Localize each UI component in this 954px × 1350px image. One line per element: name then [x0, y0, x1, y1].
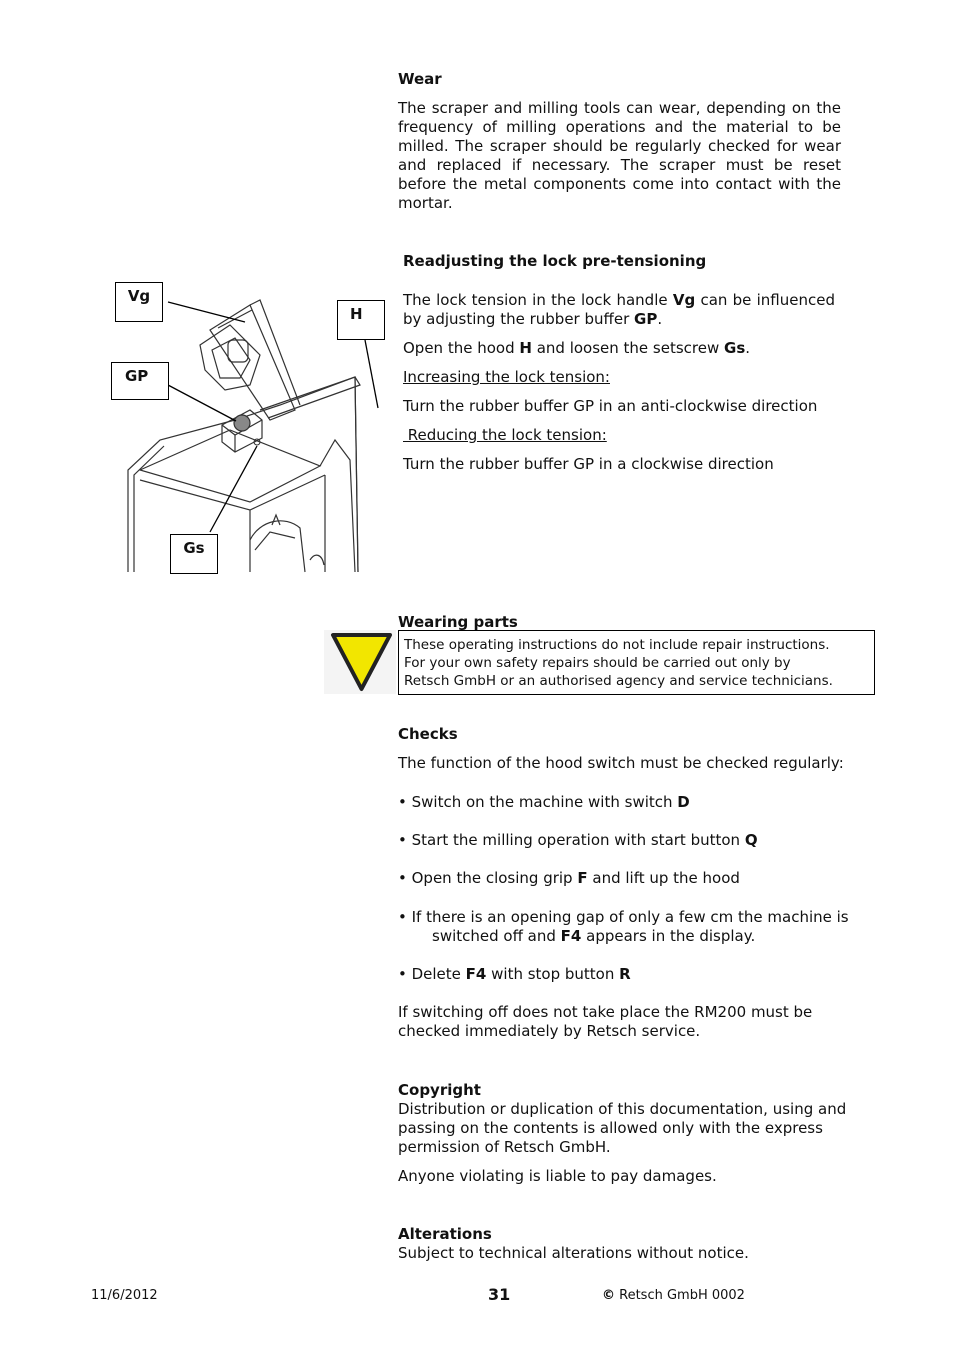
warning-triangle-icon — [324, 630, 396, 694]
reducing-label: Reducing the lock tension: — [403, 426, 607, 444]
warning-line-3: Retsch GmbH or an authorised agency and service technicians. — [404, 673, 833, 689]
checks-intro: The function of the hood switch must be checked regularly: — [398, 754, 844, 772]
increasing-label: Increasing the lock tension: — [403, 368, 610, 386]
lock-figure — [100, 270, 400, 580]
checks-bullet-2: • Start the milling operation with start button Q — [398, 831, 758, 849]
lock-section — [403, 252, 835, 474]
alterations-section — [398, 1225, 848, 1263]
warning-line-1: These operating instructions do not include repair instructions. — [404, 637, 830, 653]
label-gp: GP — [111, 362, 169, 400]
checks-bullet-5: • Delete F4 with stop button R — [398, 965, 631, 983]
checks-outro: If switching off does not take place the RM200 must be checked immediately by Retsch service. — [398, 1003, 813, 1040]
alterations-text: Subject to technical alterations without notice. — [398, 1244, 749, 1262]
rubber-buffer-shape — [234, 415, 250, 431]
copyright-section — [398, 1081, 848, 1186]
wear-section — [398, 70, 841, 213]
lock-paragraph-1: The lock tension in the lock handle Vg can be influenced by adjusting the rubber buffer GP. — [403, 291, 835, 328]
wear-text: The scraper and milling tools can wear, depending on the frequency of milling operations and the material to be milled. The scraper should be regularly checked for wear and replaced if necessary. The scraper must be reset before the metal components come into contact with the mortar. — [398, 99, 841, 212]
checks-bullet-3: • Open the closing grip F and lift up the hood — [398, 869, 740, 887]
checks-bullet-1: • Switch on the machine with switch D — [398, 793, 690, 811]
warning-line-2: For your own safety repairs should be carried out only by — [404, 655, 791, 671]
label-vg: Vg — [115, 282, 163, 322]
copyright-icon: © — [602, 1288, 615, 1303]
checks-bullet-4: • If there is an opening gap of only a few cm the machine is — [398, 908, 849, 926]
increasing-text: Turn the rubber buffer GP in an anti-clockwise direction — [403, 397, 818, 415]
label-gs: Gs — [170, 534, 218, 574]
lock-paragraph-2: Open the hood H and loosen the setscrew Gs. — [403, 339, 751, 357]
copyright-text: Distribution or duplication of this documentation, using and passing on the contents is allowed only with the express permission of Retsch GmbH. — [398, 1100, 847, 1156]
footer-date: 11/6/2012 — [91, 1288, 158, 1303]
wearing-heading: Wearing parts — [398, 613, 518, 631]
warning-box — [398, 630, 875, 695]
footer-copyright: © Retsch GmbH 0002 — [602, 1288, 745, 1303]
warning-icon — [324, 630, 396, 694]
checks-heading: Checks — [398, 725, 458, 743]
label-h: H — [337, 300, 385, 340]
checks-bullet-4-cont: switched off and F4 appears in the display. — [432, 927, 756, 945]
footer-page-number: 31 — [488, 1285, 511, 1304]
wear-heading: Wear — [398, 70, 442, 88]
lock-heading: Readjusting the lock pre-tensioning — [403, 252, 707, 270]
alterations-heading: Alterations — [398, 1225, 492, 1243]
checks-section — [398, 725, 898, 1041]
reducing-text: Turn the rubber buffer GP in a clockwise direction — [403, 455, 774, 473]
copyright-heading: Copyright — [398, 1081, 481, 1099]
copyright-text-2: Anyone violating is liable to pay damages. — [398, 1167, 717, 1185]
